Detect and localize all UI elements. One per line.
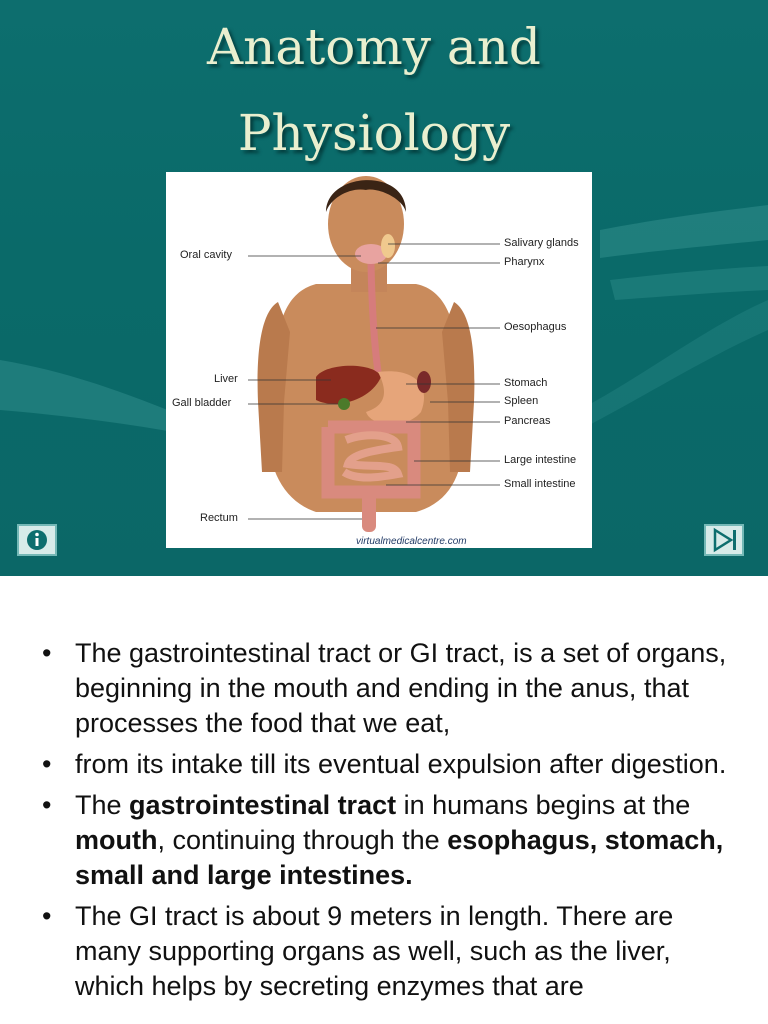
label-pancreas: Pancreas bbox=[504, 415, 551, 427]
digestive-system-illustration bbox=[166, 172, 592, 548]
label-spleen: Spleen bbox=[504, 395, 539, 407]
title-line-1: Anatomy and bbox=[207, 18, 541, 76]
slide-title bbox=[0, 4, 748, 176]
label-large-intestine: Large intestine bbox=[504, 454, 577, 466]
note-3-mid-2: , continuing through the bbox=[157, 825, 448, 855]
image-credit: virtualmedicalcentre.com bbox=[356, 536, 467, 547]
label-rectum: Rectum bbox=[200, 512, 238, 524]
note-bullet-3 bbox=[42, 788, 732, 893]
skip-next-icon bbox=[706, 526, 742, 554]
note-3-bold-mouth: mouth bbox=[75, 825, 158, 855]
note-3-bold-organs: esophagus, stomach, small and large intestines. bbox=[75, 825, 724, 890]
note-bullet-4 bbox=[42, 899, 732, 1004]
label-liver: Liver bbox=[214, 373, 238, 385]
label-small-intestine: Small intestine bbox=[504, 478, 576, 490]
label-salivary-glands: Salivary glands bbox=[504, 237, 579, 249]
info-icon bbox=[19, 526, 55, 554]
label-stomach: Stomach bbox=[504, 377, 548, 389]
title-line-2: Physiology bbox=[237, 104, 511, 162]
notes-list bbox=[42, 636, 732, 1010]
note-bullet-1 bbox=[42, 636, 732, 741]
note-2-text: from its intake till its eventual expulsion after digestion. bbox=[75, 749, 727, 779]
label-oesophagus: Oesophagus bbox=[504, 321, 567, 333]
note-1-text: The gastrointestinal tract or GI tract, is a set of organs, beginning in the mouth and ending in the anus, that processes the food that we eat, bbox=[75, 638, 727, 738]
label-gall-bladder: Gall bladder bbox=[172, 397, 232, 409]
digestive-system-diagram bbox=[166, 172, 592, 548]
note-bullet-2 bbox=[42, 747, 732, 782]
note-3-bold-gi-tract: gastrointestinal tract bbox=[129, 790, 397, 820]
note-4-text: The GI tract is about 9 meters in length. There are many supporting organs as well, such as the liver, which helps by secreting enzymes that are bbox=[75, 901, 674, 1001]
note-3-pre: The bbox=[75, 790, 130, 820]
info-button[interactable] bbox=[17, 524, 57, 556]
slide-notes bbox=[0, 576, 768, 1024]
label-pharynx: Pharynx bbox=[504, 256, 545, 268]
label-oral-cavity: Oral cavity bbox=[180, 249, 232, 261]
note-3-mid-1: in humans begins at the bbox=[396, 790, 691, 820]
next-slide-button[interactable] bbox=[704, 524, 744, 556]
